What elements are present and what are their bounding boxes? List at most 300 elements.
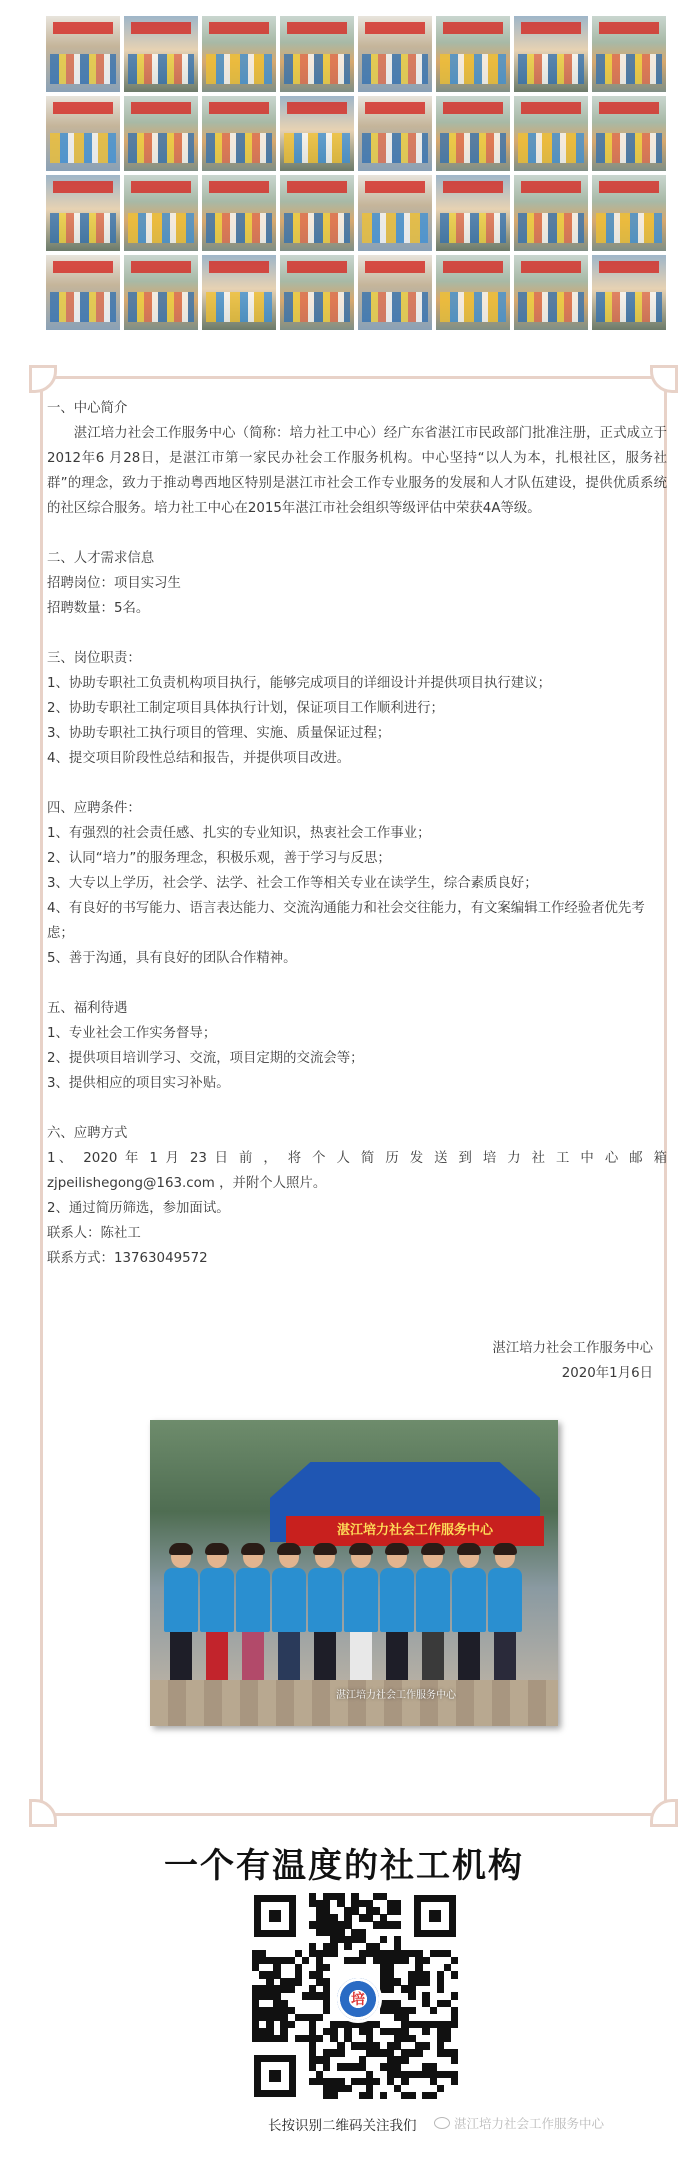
qr-module xyxy=(359,1929,366,1936)
qr-module xyxy=(387,2000,394,2007)
qr-module xyxy=(394,2056,401,2063)
qr-module xyxy=(309,1971,316,1978)
qr-module xyxy=(394,2042,401,2049)
qr-module xyxy=(359,1957,366,1964)
collage-photo xyxy=(358,255,432,331)
benefit-item: 1、专业社会工作实务督导； xyxy=(47,1026,217,1041)
qr-module xyxy=(387,2078,394,2085)
qr-module xyxy=(344,1936,351,1943)
qr-module xyxy=(259,1957,266,1964)
qr-module xyxy=(351,2063,358,2070)
qr-module xyxy=(337,2042,344,2049)
qr-module xyxy=(422,2092,429,2099)
requirement-item: 1、有强烈的社会责任感、扎实的专业知识，热衷社会工作事业； xyxy=(47,826,431,841)
qr-module xyxy=(437,2042,444,2049)
qr-module xyxy=(373,1907,380,1914)
qr-module xyxy=(451,2021,458,2028)
qr-module xyxy=(437,1971,444,1978)
qr-module xyxy=(430,2078,437,2085)
qr-module xyxy=(309,2056,316,2063)
qr-module xyxy=(351,2042,358,2049)
qr-module xyxy=(252,2028,259,2035)
duty-item: 4、提交项目阶段性总结和报告，并提供项目改进。 xyxy=(47,751,351,766)
qr-module xyxy=(451,2056,458,2063)
qr-module xyxy=(252,1992,259,1999)
qr-module xyxy=(351,1907,358,1914)
qr-module xyxy=(366,2085,373,2092)
qr-module xyxy=(323,2085,330,2092)
collage-photo xyxy=(592,175,666,251)
qr-module xyxy=(387,2049,394,2056)
qr-module xyxy=(422,2071,429,2078)
qr-module xyxy=(380,1921,387,1928)
qr-module xyxy=(344,2085,351,2092)
qr-module xyxy=(344,2035,351,2042)
collage-photo xyxy=(358,96,432,172)
recruitment-notice xyxy=(47,396,667,1271)
duty-item: 3、协助专职社工执行项目的管理、实施、质量保证过程； xyxy=(47,726,391,741)
section-heading: 六、应聘方式 xyxy=(47,1126,128,1141)
qr-module xyxy=(309,2078,316,2085)
qr-module xyxy=(330,1950,337,1957)
qr-code[interactable] xyxy=(252,1893,458,2099)
qr-module xyxy=(330,1929,337,1936)
qr-module xyxy=(415,2049,422,2056)
collage-photo xyxy=(514,255,588,331)
qr-module xyxy=(366,1914,373,1921)
qr-module xyxy=(280,2035,287,2042)
qr-module xyxy=(373,2049,380,2056)
qr-module xyxy=(401,1950,408,1957)
qr-module xyxy=(309,2063,316,2070)
qr-module xyxy=(337,2085,344,2092)
qr-module xyxy=(330,1943,337,1950)
qr-module xyxy=(295,2035,302,2042)
qr-module xyxy=(337,2021,344,2028)
qr-module xyxy=(437,2085,444,2092)
qr-module xyxy=(401,2007,408,2014)
qr-module xyxy=(394,2035,401,2042)
qr-module xyxy=(330,2085,337,2092)
signoff-date: 2020年1月6日 xyxy=(561,1366,653,1381)
qr-module xyxy=(337,1893,344,1900)
qr-module xyxy=(380,1971,387,1978)
collage-photo xyxy=(202,96,276,172)
qr-module xyxy=(373,1943,380,1950)
qr-module xyxy=(380,1957,387,1964)
qr-module xyxy=(309,1921,316,1928)
photo-watermark: 湛江培力社会工作服务中心 xyxy=(336,1690,456,1701)
qr-module xyxy=(351,1929,358,1936)
qr-module xyxy=(373,1893,380,1900)
qr-module xyxy=(444,1964,451,1971)
qr-module xyxy=(316,1907,323,1914)
collage-photo xyxy=(514,16,588,92)
qr-module xyxy=(444,2000,451,2007)
qr-module xyxy=(380,2028,387,2035)
qr-module xyxy=(380,2063,387,2070)
qr-caption: 长按识别二维码关注我们 xyxy=(268,2118,417,2134)
qr-module xyxy=(309,2049,316,2056)
qr-module xyxy=(380,1914,387,1921)
qr-module xyxy=(323,1907,330,1914)
qr-module xyxy=(266,1992,273,1999)
collage-photo xyxy=(202,255,276,331)
collage-photo xyxy=(202,175,276,251)
qr-module xyxy=(323,2049,330,2056)
qr-module xyxy=(330,2078,337,2085)
qr-module xyxy=(266,2014,273,2021)
qr-module xyxy=(323,1943,330,1950)
qr-module xyxy=(422,1971,429,1978)
qr-module xyxy=(430,2021,437,2028)
qr-module xyxy=(451,2014,458,2021)
qr-module xyxy=(323,2078,330,2085)
qr-module xyxy=(380,2049,387,2056)
qr-module xyxy=(415,1957,422,1964)
qr-module xyxy=(394,1957,401,1964)
qr-module xyxy=(380,1893,387,1900)
qr-module xyxy=(394,2085,401,2092)
qr-module xyxy=(408,1985,415,1992)
duty-item: 1、协助专职社工负责机构项目执行，能够完成项目的详细设计并提供项目执行建议； xyxy=(47,676,551,691)
qr-module xyxy=(408,2092,415,2099)
qr-module xyxy=(273,2007,280,2014)
qr-module xyxy=(316,2056,323,2063)
qr-module xyxy=(408,1978,415,1985)
qr-module xyxy=(422,1992,429,1999)
qr-module xyxy=(401,2035,408,2042)
qr-module xyxy=(309,2042,316,2049)
collage-photo xyxy=(436,175,510,251)
qr-module xyxy=(359,2028,366,2035)
qr-module xyxy=(309,1985,316,1992)
qr-module xyxy=(415,2021,422,2028)
qr-module xyxy=(430,2092,437,2099)
qr-module xyxy=(373,1921,380,1928)
qr-module xyxy=(444,2021,451,2028)
qr-module xyxy=(252,1985,259,1992)
org-logo-icon: 培 xyxy=(334,1975,382,2023)
qr-module xyxy=(408,1971,415,1978)
qr-module xyxy=(302,2014,309,2021)
qr-module xyxy=(266,1971,273,1978)
collage-photo xyxy=(358,175,432,251)
center-intro: 湛江培力社会工作服务中心（简称：培力社工中心）经广东省湛江市民政部门批准注册，正式成立于2012年6 月28日，是湛江市第一家民办社会工作服务机构。中心坚持“以人为本，扎根社区，服务社群”的理念，致力于推动粤西地区特别是湛江市社会工作专业服务的发展和人才队伍建设，提供优质系统的社区综合服务。培力社工中心在2015年湛江市社会组织等级评估中荣获4A等级。 xyxy=(47,426,667,516)
qr-module xyxy=(430,1950,437,1957)
section-heading: 四、应聘条件： xyxy=(47,801,141,816)
qr-module xyxy=(394,2000,401,2007)
qr-module xyxy=(323,2092,330,2099)
qr-module xyxy=(359,2063,366,2070)
qr-module xyxy=(316,1950,323,1957)
qr-module xyxy=(451,1992,458,1999)
qr-module xyxy=(273,1992,280,1999)
qr-module xyxy=(280,2028,287,2035)
qr-module xyxy=(401,2021,408,2028)
qr-module xyxy=(422,1957,429,1964)
qr-module xyxy=(373,2042,380,2049)
benefit-item: 2、提供项目培训学习、交流，项目定期的交流会等； xyxy=(47,1051,364,1066)
qr-module xyxy=(366,1907,373,1914)
collage-photo xyxy=(514,175,588,251)
qr-module xyxy=(437,2071,444,2078)
qr-module xyxy=(373,2078,380,2085)
qr-module xyxy=(351,2078,358,2085)
qr-module xyxy=(394,1907,401,1914)
qr-module xyxy=(316,1921,323,1928)
qr-module xyxy=(373,2021,380,2028)
qr-module xyxy=(415,2042,422,2049)
watermark-text: 湛江培力社会工作服务中心 xyxy=(454,2116,605,2131)
qr-module xyxy=(273,1985,280,1992)
qr-module xyxy=(295,2014,302,2021)
qr-module xyxy=(359,2078,366,2085)
qr-module xyxy=(266,1985,273,1992)
qr-module xyxy=(380,2007,387,2014)
qr-module xyxy=(415,2071,422,2078)
qr-module xyxy=(309,1943,316,1950)
qr-module xyxy=(309,1950,316,1957)
qr-module xyxy=(302,1992,309,1999)
qr-module xyxy=(273,2000,280,2007)
qr-module xyxy=(401,2078,408,2085)
qr-finder xyxy=(254,2055,296,2097)
qr-module xyxy=(359,1914,366,1921)
collage-photo xyxy=(280,16,354,92)
qr-module xyxy=(337,1936,344,1943)
qr-module xyxy=(252,2007,259,2014)
qr-module xyxy=(359,2092,366,2099)
qr-module xyxy=(252,1950,259,1957)
qr-module xyxy=(408,2049,415,2056)
qr-module xyxy=(266,1978,273,1985)
collage-photo xyxy=(592,16,666,92)
qr-module xyxy=(323,2007,330,2014)
qr-module xyxy=(344,1921,351,1928)
signoff-org: 湛江培力社会工作服务中心 xyxy=(492,1341,653,1356)
qr-module xyxy=(259,2028,266,2035)
qr-module xyxy=(387,2042,394,2049)
qr-module xyxy=(401,1985,408,1992)
qr-module xyxy=(359,1936,366,1943)
qr-module xyxy=(344,2063,351,2070)
qr-module xyxy=(422,2000,429,2007)
qr-module xyxy=(366,1900,373,1907)
requirement-item: 5、善于沟通，具有良好的团队合作精神。 xyxy=(47,951,297,966)
collage-photo xyxy=(124,255,198,331)
qr-module xyxy=(323,2063,330,2070)
qr-module xyxy=(437,1950,444,1957)
qr-module xyxy=(295,1964,302,1971)
qr-module xyxy=(259,2035,266,2042)
qr-module xyxy=(337,1921,344,1928)
qr-module xyxy=(280,2021,287,2028)
section-heading: 五、福利待遇 xyxy=(47,1001,128,1016)
qr-module xyxy=(309,1893,316,1900)
collage-photo xyxy=(592,255,666,331)
qr-module xyxy=(252,2035,259,2042)
qr-module xyxy=(387,1907,394,1914)
qr-module xyxy=(288,1978,295,1985)
qr-module xyxy=(266,2035,273,2042)
qr-module xyxy=(316,2014,323,2021)
qr-module xyxy=(408,2035,415,2042)
qr-module xyxy=(266,1957,273,1964)
collage-photo xyxy=(358,16,432,92)
qr-module xyxy=(309,1992,316,1999)
qr-module xyxy=(273,1971,280,1978)
qr-module xyxy=(408,1950,415,1957)
qr-module xyxy=(337,1929,344,1936)
qr-module xyxy=(387,1957,394,1964)
collage-photo xyxy=(436,255,510,331)
qr-module xyxy=(351,1893,358,1900)
qr-module xyxy=(330,2028,337,2035)
qr-module xyxy=(309,2014,316,2021)
qr-module xyxy=(415,1971,422,1978)
qr-module xyxy=(408,2071,415,2078)
qr-module xyxy=(309,1900,316,1907)
collage-photo xyxy=(46,175,120,251)
qr-module xyxy=(259,2014,266,2021)
qr-module xyxy=(387,1978,394,1985)
section-heading: 一、中心简介 xyxy=(47,401,128,416)
collage-photo xyxy=(592,96,666,172)
apply-email-line[interactable]: zjpeilishegong@163.com ，并附个人照片。 xyxy=(47,1176,327,1191)
photo-collage xyxy=(46,16,666,330)
qr-module xyxy=(437,2035,444,2042)
collage-photo xyxy=(124,16,198,92)
qr-module xyxy=(387,1900,394,1907)
qr-module xyxy=(387,2056,394,2063)
apply-method-line: 2、通过简历筛选，参加面试。 xyxy=(47,1201,230,1216)
recruit-position: 招聘岗位：项目实习生 xyxy=(47,576,181,591)
qr-module xyxy=(359,2056,366,2063)
qr-module xyxy=(259,2007,266,2014)
qr-module xyxy=(451,2049,458,2056)
qr-module xyxy=(444,2028,451,2035)
section-heading: 二、人才需求信息 xyxy=(47,551,155,566)
contact-phone[interactable]: 联系方式：13763049572 xyxy=(47,1251,208,1266)
qr-module xyxy=(401,2056,408,2063)
qr-module xyxy=(295,1978,302,1985)
qr-module xyxy=(387,2007,394,2014)
qr-module xyxy=(330,1914,337,1921)
qr-module xyxy=(444,2049,451,2056)
qr-module xyxy=(437,2021,444,2028)
qr-module xyxy=(366,1943,373,1950)
qr-module xyxy=(437,2049,444,2056)
qr-module xyxy=(437,2000,444,2007)
qr-module xyxy=(380,1936,387,1943)
qr-module xyxy=(451,1957,458,1964)
qr-module xyxy=(330,2021,337,2028)
qr-module xyxy=(288,2007,295,2014)
qr-module xyxy=(359,1950,366,1957)
qr-module xyxy=(316,1978,323,1985)
collage-photo xyxy=(202,16,276,92)
qr-module xyxy=(408,2007,415,2014)
qr-module xyxy=(273,1964,280,1971)
qr-module xyxy=(422,2028,429,2035)
qr-module xyxy=(273,1957,280,1964)
qr-module xyxy=(401,2014,408,2021)
qr-module xyxy=(316,1964,323,1971)
qr-module xyxy=(316,2071,323,2078)
apply-method-line: 1、 2020 年 1 月 23 日 前 ， 将 个 人 简 历 发 送 到 培 力 社 工 中 心 邮 箱 xyxy=(47,1151,667,1166)
collage-photo xyxy=(46,16,120,92)
qr-module xyxy=(280,2007,287,2014)
qr-module xyxy=(451,2071,458,2078)
qr-module xyxy=(394,1950,401,1957)
qr-module xyxy=(316,1992,323,1999)
qr-module xyxy=(451,2007,458,2014)
qr-module xyxy=(323,1964,330,1971)
wechat-icon xyxy=(434,2117,450,2129)
qr-module xyxy=(323,2028,330,2035)
qr-module xyxy=(359,1900,366,1907)
qr-module xyxy=(437,1985,444,1992)
qr-module xyxy=(415,1978,422,1985)
qr-module xyxy=(394,1900,401,1907)
qr-module xyxy=(351,1900,358,1907)
duty-item: 2、协助专职社工制定项目具体执行计划，保证项目工作顺利进行； xyxy=(47,701,444,716)
qr-module xyxy=(344,1957,351,1964)
qr-module xyxy=(330,1921,337,1928)
qr-module xyxy=(302,2035,309,2042)
qr-module xyxy=(422,2042,429,2049)
frame-corner xyxy=(650,365,678,393)
qr-module xyxy=(394,1921,401,1928)
qr-module xyxy=(323,1929,330,1936)
qr-module xyxy=(394,1943,401,1950)
qr-module xyxy=(330,2049,337,2056)
qr-module xyxy=(444,2071,451,2078)
qr-module xyxy=(422,1978,429,1985)
qr-module xyxy=(430,2071,437,2078)
qr-module xyxy=(259,1971,266,1978)
qr-module xyxy=(252,1964,259,1971)
slogan: 一个有温度的社工机构 xyxy=(164,1846,524,1886)
qr-module xyxy=(394,2071,401,2078)
qr-module xyxy=(387,1971,394,1978)
qr-module xyxy=(366,2092,373,2099)
qr-module xyxy=(366,2021,373,2028)
qr-module xyxy=(408,1992,415,1999)
qr-module xyxy=(344,1914,351,1921)
qr-module xyxy=(323,1921,330,1928)
collage-photo xyxy=(124,175,198,251)
qr-module xyxy=(366,2049,373,2056)
qr-module xyxy=(394,1936,401,1943)
qr-module xyxy=(316,2035,323,2042)
qr-module xyxy=(337,2049,344,2056)
qr-module xyxy=(444,1950,451,1957)
qr-module xyxy=(309,2028,316,2035)
qr-module xyxy=(323,1914,330,1921)
qr-module xyxy=(252,2000,259,2007)
qr-module xyxy=(344,2028,351,2035)
collage-photo xyxy=(514,96,588,172)
qr-module xyxy=(323,1978,330,1985)
qr-module xyxy=(437,2028,444,2035)
qr-module xyxy=(330,1893,337,1900)
frame-corner xyxy=(29,1799,57,1827)
footer-watermark xyxy=(434,2114,604,2132)
qr-module xyxy=(259,1985,266,1992)
qr-module xyxy=(316,1900,323,1907)
